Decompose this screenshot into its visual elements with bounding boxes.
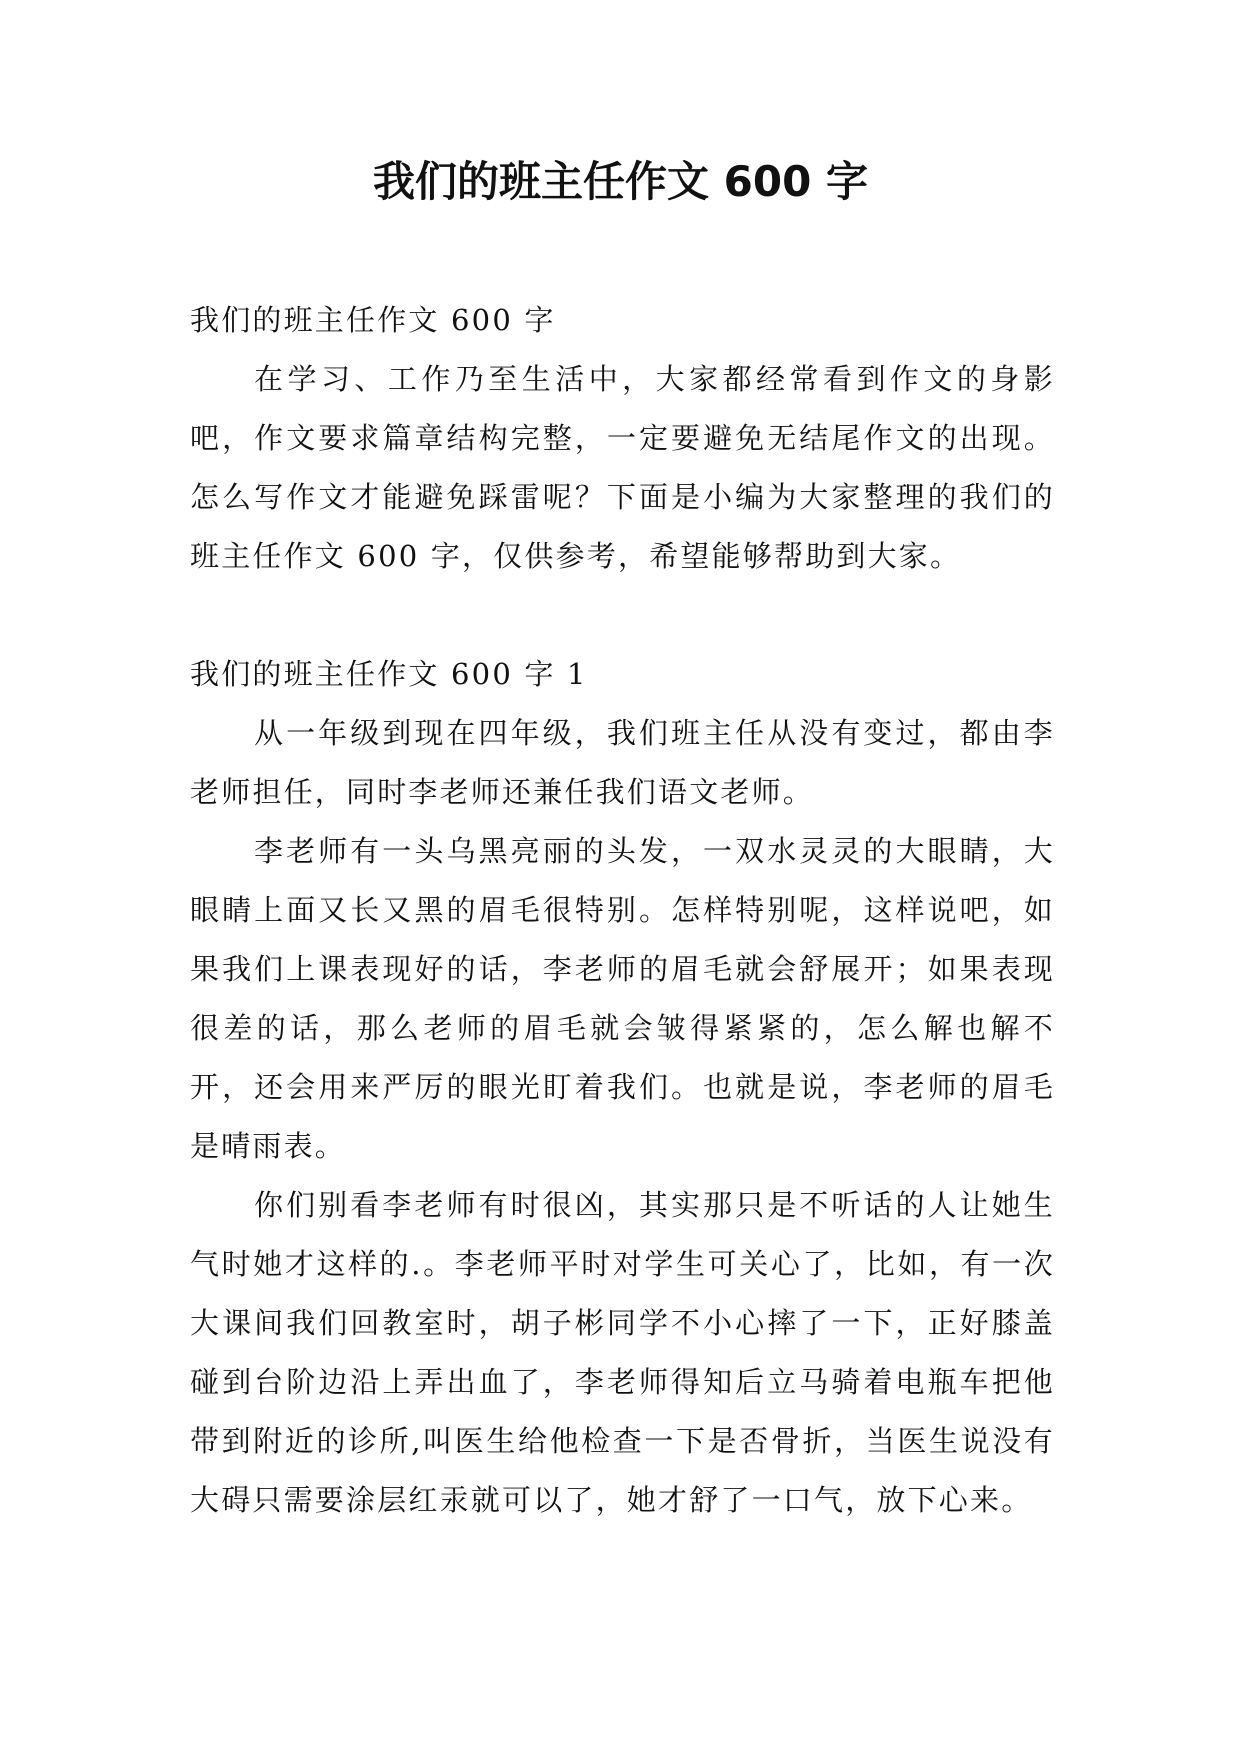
essay-paragraph-1: 从一年级到现在四年级，我们班主任从没有变过，都由李老师担任，同时李老师还兼任我们语文老师。 [190, 716, 1055, 809]
intro-heading: 我们的班主任作文 600 字 [190, 303, 556, 337]
essay-heading: 我们的班主任作文 600 字 1 [190, 657, 588, 691]
essay-paragraph-3: 你们别看李老师有时很凶，其实那只是不听话的人让她生气时她才这样的.。李老师平时对学生可关心了，比如，有一次大课间我们回教室时，胡子彬同学不小心摔了一下，正好膝盖碰到台阶边沿上弄出血了，李老师得知后立马骑着电瓶车把他带到附近的诊所,叫医生给他检查一下是否骨折，当医生说没有大碍只需要涂层红汞就可以了，她才舒了一口气，放下心来。 [190, 1188, 1055, 1517]
section-spacer [190, 586, 1055, 645]
essay-paragraph-2: 李老师有一头乌黑亮丽的头发，一双水灵灵的大眼睛，大眼睛上面又长又黑的眉毛很特别。怎样特别呢，这样说吧，如果我们上课表现好的话，李老师的眉毛就会舒展开；如果表现很差的话，那么老师的眉毛就会皱得紧紧的，怎么解也解不开，还会用来严厉的眼光盯着我们。也就是说，李老师的眉毛是晴雨表。 [190, 834, 1055, 1163]
document-title: 我们的班主任作文 600 字 [373, 157, 868, 206]
document-body [190, 291, 1055, 1530]
intro-paragraph: 在学习、工作乃至生活中，大家都经常看到作文的身影吧，作文要求篇章结构完整，一定要避免无结尾作文的出现。怎么写作文才能避免踩雷呢？下面是小编为大家整理的我们的班主任作文 600 字，仅供参考，希望能够帮助到大家。 [190, 362, 1055, 573]
